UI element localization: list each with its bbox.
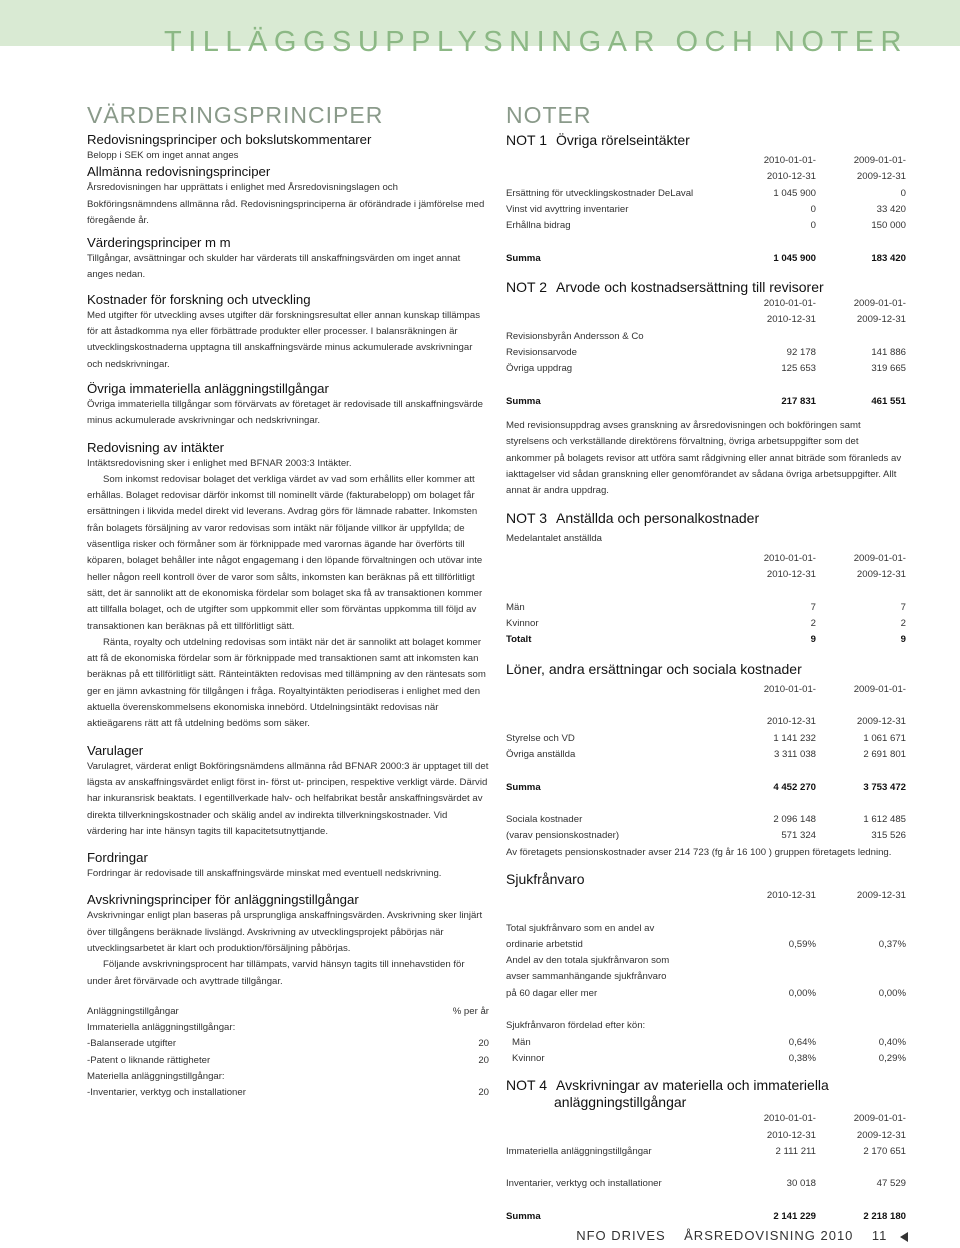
table-sum-row [506,394,906,410]
note4-title-l1: Avskrivningar av materiella och immateriella [555,1077,829,1094]
dep-value: 20 [478,1038,489,1050]
table-row: avser sammanhängande sjukfrånvaro [506,971,667,983]
table-header-row: 2010-12-31 2009-12-31 [766,716,906,728]
note2-table [506,296,906,410]
paragraph-allmanna: Årsredovisningen har upprättats i enlighet med Årsredovisningslagen och Bokföringsnämndens allmänna råd. Redovisningsprinciperna är oförändrade i jämförelse med föregående år. [87,182,485,226]
col-2010-start: 2010-01-01- [763,298,816,310]
table-row: Sjukfrånvaron fördelad efter kön: [506,1020,646,1032]
paragraph-intakter-c: Ränta, royalty och utdelning redovisas som intäkt när det är sannolikt att bolaget kommer att få de ekonomiska fördelar som är förknippade med transaktionen samt att inkomsten kan beräknas på ett tillförlitligt sätt. Ränteintäkten redovisas med tillämpning av den räntesats som ger en jämn avkastning för tillgången i fråga. Royaltyintäkten periodiseras i enlighet med den aktuella överenskommelsens ekonomiska innebörd. Utdelningsintäkt redovisas när aktieägarens rätt att få utdelning bedöms som säker. [87,636,486,730]
table-header-row: 2010-01-01- 2009-01-01- [763,1113,906,1125]
footer-page-number: 11 [871,1228,888,1243]
dep-value: % per år [452,1005,489,1017]
heading-fordringar: Fordringar [87,850,148,866]
col-2009-start: 2009-01-01- [853,298,906,310]
note2-heading [506,279,906,296]
row-value-2009: 141 886 [871,346,906,358]
col-2010-end: 2010-12-31 [766,171,816,183]
row-value-2009: 0 [900,187,906,199]
table-sum-row: Summa 4 452 270 3 753 472 [506,781,906,793]
row-label: Revisionsarvode [506,346,577,358]
section-title-noter: NOTER [506,102,592,128]
table-header-row [506,169,906,185]
dep-value: 20 [478,1054,489,1066]
table-header-row: 2010-01-01- 2009-01-01- [763,683,906,695]
dep-row [87,1020,489,1036]
table-sum-row [506,251,906,267]
table-row: Kvinnor 0,38% 0,29% [512,1052,906,1064]
note1-title: Övriga rörelseintäkter [555,132,690,148]
note4-num: NOT 4 [506,1077,547,1094]
table-header-row [506,312,906,328]
sum-value-2010: 1 045 900 [773,252,816,264]
note2-num: NOT 2 [506,279,547,296]
table-row: Immateriella anläggningstillgångar 2 111 211 2 170 651 [506,1145,906,1157]
table-row [506,218,906,234]
table-row: Andel av den totala sjukfrånvaron som [506,955,670,967]
note4-title-l2: anläggningstillgångar [554,1094,687,1111]
page-footer [576,1226,908,1246]
pension-note: Av företagets pensionskostnader avser 214 723 (fg år 16 100 ) gruppen företagets ledning. [506,846,892,858]
table-row: Övriga anställda 3 311 038 2 691 801 [506,748,906,760]
table-row: ordinarie arbetstid 0,59% 0,37% [506,938,906,950]
dep-row [87,1004,489,1020]
table-row: Total sjukfrånvaro som en andel av [506,922,655,934]
row-value-2009: 150 000 [871,220,906,232]
heading-intakter: Redovisning av intäkter [87,439,225,455]
note4-heading [506,1077,906,1094]
note3-num: NOT 3 [506,509,547,526]
sum-label: Summa [506,395,541,407]
page-title: TILLÄGGSUPPLYSNINGAR OCH NOTER [164,26,908,59]
paragraph-immateriella: Övriga immateriella tillgångar som förvärvats av företaget är redovisade till anskaffningsvärde minus ackumulerade avskrivningar och nedskrivningar. [87,398,484,427]
table-header-row [506,153,906,169]
col-2009-start: 2009-01-01- [853,155,906,166]
dep-label: -Inventarier, verktyg och installationer [87,1087,246,1099]
table-row [506,329,906,345]
table-sum-row: Summa 2 141 229 2 218 180 [506,1211,906,1223]
paragraph-vardering: Tillgångar, avsättningar och skulder har värderats till anskaffningsvärden om inget annat anges nedan. [87,253,461,281]
table-row: Kvinnor 2 2 [506,618,906,630]
row-value-2010: 0 [810,220,816,232]
note3-heading [506,510,906,527]
sum-label: Summa [506,252,541,264]
depreciation-table [87,1004,489,1102]
col-2009-end: 2009-12-31 [856,171,906,183]
table-sum-row: Totalt 9 9 [506,634,906,646]
heading-avskrivningsprinciper: Avskrivningsprinciper för anläggningstillgångar [87,892,359,908]
note3-salaries-table [506,682,906,845]
sick-leave-table [506,888,906,1067]
heading-vardering: Värderingsprinciper m m [87,235,231,251]
dep-label: Immateriella anläggningstillgångar: [87,1022,236,1034]
sum-value-2010: 217 831 [781,395,816,407]
row-value-2009: 33 420 [876,203,906,215]
note3-subtitle: Medelantalet anställda [506,532,603,544]
note2-title: Arvode och kostnadsersättning till revisorer [555,279,824,296]
row-label: Erhållna bidrag [506,220,571,232]
row-label: Ersättning för utvecklingskostnader DeLaval [506,187,694,199]
note2-text: Med revisionsuppdrag avses granskning av årsredovisningen och bokföringen samt styrelsens och verkställande direktörens förvaltning, övriga arbetsuppgifter som det ankommer på bolagets revisor att utföra samt rådgivning eller annat biträde som föranleds av iakttagelser vid sådan granskning eller genomförandet av sådana övriga arbetsuppgifter. Allt annat är andra uppdrag. [506,420,902,497]
col-2010-start: 2010-01-01- [763,155,816,166]
sum-value-2009: 183 420 [871,252,906,264]
table-row: (varav pensionskostnader) 571 324 315 526 [506,830,906,842]
table-row: Inventarier, verktyg och installationer 30 018 47 529 [506,1178,906,1190]
heading-allmanna: Allmänna redovisningsprinciper [87,164,271,180]
paragraph-fordringar: Fordringar är redovisade till anskaffningsvärde minskat med eventuell nedskrivning. [87,868,442,880]
note3-title: Anställda och personalkostnader [555,509,760,526]
dep-value: 20 [478,1087,489,1099]
arrow-left-icon [900,1232,908,1242]
table-header-row: 2010-12-31 2009-12-31 [766,889,906,901]
left-column [87,102,489,1102]
paragraph-belopp: Belopp i SEK om inget annat anges [87,150,239,161]
sum-value-2009: 461 551 [871,395,906,407]
footer-report: ÅRSREDOVISNING 2010 [684,1228,854,1243]
right-column [506,102,906,1225]
dep-row [87,1085,489,1101]
row-value-2010: 125 653 [781,363,816,375]
table-row [506,186,906,202]
note1-heading [506,132,906,149]
heading-loner: Löner, andra ersättningar och sociala kostnader [506,660,802,677]
paragraph-avskrivning-b: Följande avskrivningsprocent har tillämpats, varvid hänsyn tagits till innehavstiden för under året förvärvade och avyttrade tillgångar. [87,959,465,987]
dep-row [87,1053,489,1069]
heading-varulager: Varulager [87,742,144,758]
heading-redovisningsprinciper: Redovisningsprinciper och bokslutskommentarer [87,132,372,147]
row-value-2009: 319 665 [871,363,906,375]
table-row: Styrelse och VD 1 141 232 1 061 671 [506,732,906,744]
row-label: Övriga uppdrag [506,363,573,375]
table-row: Män 0,64% 0,40% [512,1036,906,1048]
col-2010-end: 2010-12-31 [766,314,816,326]
table-row [506,345,906,361]
dep-label: Anläggningstillgångar [87,1005,179,1017]
paragraph-forskning: Med utgifter för utveckling avses utgifter där forskningsresultat eller annan kunskap tillämpas för att åstadkomma nya eller förbättrade produkter eller processer. I balansräkningen är utvecklingskostnaderna upptagna till anskaffningsvärde minus ackumulerade avskrivningar och nedskrivningar. [87,309,481,370]
table-row: Sociala kostnader 2 096 148 1 612 485 [506,814,906,826]
paragraph-intakter-a: Intäktsredovisning sker i enlighet med BFNAR 2003:3 Intäkter. [87,457,352,469]
note4-table [506,1111,906,1225]
table-header-row [506,296,906,312]
table-header-row: 2010-12-31 2009-12-31 [766,1129,906,1141]
table-header-row: 2010-01-01- 2009-01-01- [763,552,906,564]
row-value-2010: 0 [810,203,816,215]
heading-sjukfranvaro: Sjukfrånvaro [506,870,585,887]
section-title-varderingsprinciper: VÄRDERINGSPRINCIPER [87,102,384,128]
heading-forskning: Kostnader för forskning och utveckling [87,291,311,307]
dep-label: Materiella anläggningstillgångar: [87,1071,225,1083]
dep-row [87,1036,489,1052]
row-value-2010: 92 178 [786,346,816,358]
row-label: Revisionsbyrån Andersson & Co [506,330,644,342]
heading-immateriella: Övriga immateriella anläggningstillgångar [87,380,329,396]
table-row [506,202,906,218]
note1-num: NOT 1 [506,132,547,148]
paragraph-intakter-b: Som inkomst redovisar bolaget det verkliga värdet av vad som erhållits eller kommer att erhållas. Bolaget redovisar därför inkomst till nominellt värde (fakturabelopp) om bolaget får ersättningen i likvida medel direkt vid leverans. Avdrag görs för lämnade rabatter. Inkomsten från bolagets försäljning av varor redovisas som intäkt när följande villkor är uppfyllda; de väsentliga risker och förmåner som är förknippade med varornas ägande har överförts till köparen, bolaget behåller inte något engagemang i den löpande förvaltningen och utövar inte heller någon reell kontroll över de varor som sålts, inkomsten kan beräknas på ett tillförlitligt sätt, det är sannolikt att de ekonomiska fördelar som bolaget ska få av transaktionen kommer att tillfalla bolaget, och de utgifter som uppkommit eller som förväntas uppkomma till följd av transaktionen kan beräknas på ett tillförlitligt sätt. [87,473,483,632]
row-label: Vinst vid avyttring inventarier [506,203,629,215]
paragraph-avskrivning-a: Avskrivningar enligt plan baseras på ursprungliga anskaffningsvärden. Avskrivning sker linjärt över tillgångens beräknade livslängd. Avskrivning av utvecklingsprojekt påbörjas när utvecklingsarbetet är klart och produktion/försäljning påbörjas. [87,910,483,954]
footer-company: NFO DRIVES [576,1228,666,1243]
paragraph-varulager: Varulagret, värderat enligt Bokföringsnämdens allmänna råd BFNAR 2000:3 är upptaget till det lägsta av anskaffningsvärdet enligt först in- först ut- principen, respektive verkligt värde. Därvid har inkuransrisk beaktats. I egentillverkade halv- och helfabrikat består anskaffningsvärdet av direkta tillverkningskostnader och skälig andel av indirekta tillverkningskostnader. Vid värdering har inte hänsyn tagits till kapacitetsutnyttjande. [87,760,489,837]
table-header-row: 2010-12-31 2009-12-31 [766,569,906,581]
col-2009-end: 2009-12-31 [856,314,906,326]
row-value-2010: 1 045 900 [773,187,816,199]
note3-employees-table [506,551,906,649]
note1-table [506,153,906,267]
dep-label: -Balanserade utgifter [87,1038,177,1050]
table-row: på 60 dagar eller mer 0,00% 0,00% [506,987,906,999]
table-row [506,361,906,377]
table-row: Män 7 7 [506,601,906,613]
dep-row [87,1069,489,1085]
dep-label: -Patent o liknande rättigheter [87,1054,211,1066]
